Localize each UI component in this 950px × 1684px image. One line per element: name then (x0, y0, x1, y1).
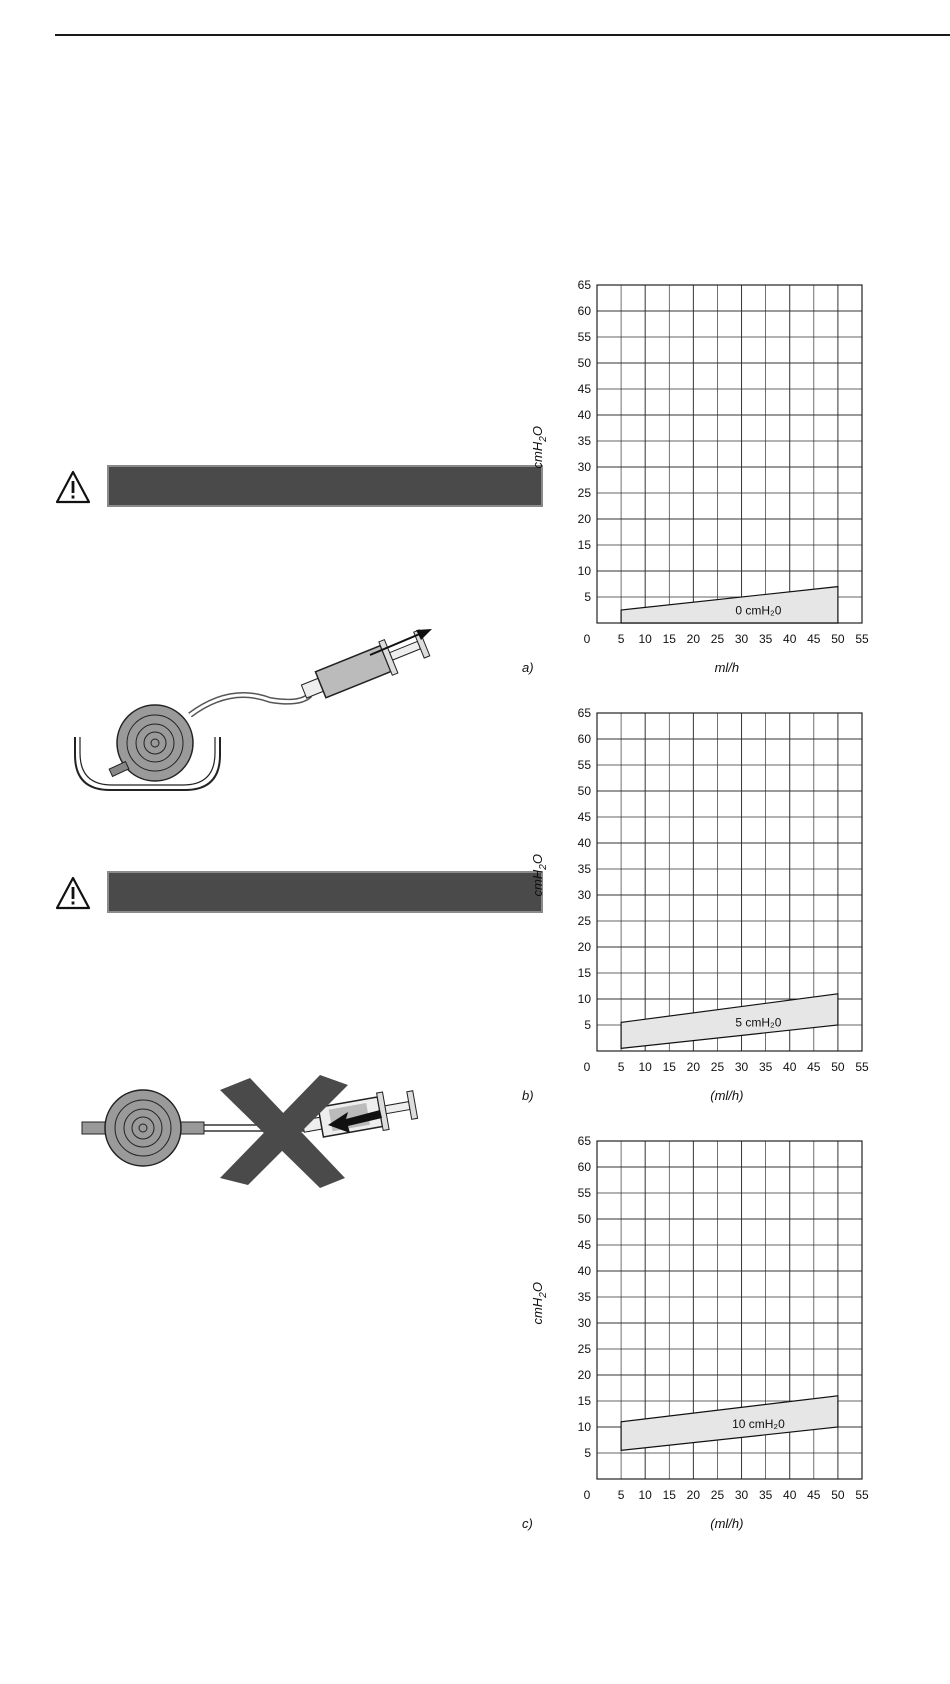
y-tick-label: 55 (577, 758, 591, 772)
y-axis-label (530, 1282, 549, 1324)
x-tick-label: 40 (783, 1060, 797, 1074)
x-tick-label: 45 (807, 1060, 821, 1074)
x-tick-label: 35 (758, 632, 773, 646)
x-tick-label: 55 (855, 1488, 869, 1502)
chart-b (520, 703, 910, 1123)
y-tick-label: 65 (577, 1134, 591, 1148)
band-label: 0 cmH₂0 (735, 603, 782, 618)
y-axis-label-sub: 2 (538, 1292, 549, 1298)
x-tick-label: 20 (686, 632, 701, 646)
x-origin-label: 0 (583, 1488, 591, 1502)
y-tick-label: 55 (577, 330, 591, 344)
x-tick-label: 55 (855, 1060, 869, 1074)
x-tick-label: 30 (734, 1060, 749, 1074)
band-label: 5 cmH₂0 (735, 1015, 782, 1030)
header-rule (55, 34, 950, 36)
y-tick-label: 60 (577, 1160, 591, 1174)
y-tick-label: 30 (577, 1316, 591, 1330)
y-tick-label: 15 (577, 966, 591, 980)
y-axis-label-sub: 2 (538, 436, 549, 442)
x-tick-label: 5 (617, 1060, 625, 1074)
x-origin-label: 0 (583, 632, 591, 646)
warning-bar-1 (107, 465, 543, 507)
y-tick-label: 5 (584, 1018, 591, 1032)
panel-letter: c) (522, 1516, 533, 1531)
y-tick-label: 30 (577, 460, 591, 474)
chart-a (520, 275, 910, 695)
x-axis-label: ml/h (714, 660, 740, 675)
y-tick-label: 45 (577, 810, 591, 824)
y-tick-label: 60 (577, 304, 591, 318)
x-tick-label: 15 (662, 632, 676, 646)
y-tick-label: 20 (577, 512, 591, 526)
aspiration-illustration (70, 625, 470, 795)
y-tick-label: 15 (577, 538, 591, 552)
x-tick-label: 10 (638, 632, 652, 646)
x-tick-label: 55 (855, 632, 869, 646)
y-tick-label: 40 (577, 408, 591, 422)
y-tick-label: 20 (577, 940, 591, 954)
band-label: 10 cmH₂0 (732, 1416, 785, 1431)
warning-bar-2 (107, 871, 543, 913)
y-tick-label: 25 (577, 486, 591, 500)
y-tick-label: 50 (577, 784, 591, 798)
x-tick-label: 50 (831, 1488, 845, 1502)
y-axis-label-end: O (530, 426, 545, 437)
y-tick-label: 45 (577, 382, 591, 396)
y-tick-label: 25 (577, 1342, 591, 1356)
panel-letter: b) (522, 1088, 534, 1103)
x-origin-label: 0 (583, 1060, 591, 1074)
y-axis-label (530, 426, 549, 468)
x-tick-label: 25 (710, 1060, 725, 1074)
y-tick-label: 10 (577, 564, 591, 578)
x-tick-label: 40 (783, 632, 797, 646)
y-axis-label-sub: 2 (538, 864, 549, 870)
y-tick-label: 25 (577, 914, 591, 928)
x-tick-label: 50 (831, 632, 845, 646)
y-tick-label: 35 (577, 862, 591, 876)
y-tick-label: 40 (577, 836, 591, 850)
x-tick-label: 5 (617, 1488, 625, 1502)
x-tick-label: 10 (638, 1488, 652, 1502)
y-axis-label (530, 854, 549, 896)
x-axis-label: (ml/h) (710, 1088, 744, 1103)
x-tick-label: 40 (783, 1488, 797, 1502)
y-tick-label: 35 (577, 434, 591, 448)
x-tick-label: 30 (734, 1488, 749, 1502)
reservoir-icon (105, 1090, 181, 1166)
y-tick-label: 45 (577, 1238, 591, 1252)
x-tick-label: 35 (758, 1060, 773, 1074)
y-tick-label: 55 (577, 1186, 591, 1200)
x-tick-label: 20 (686, 1488, 701, 1502)
x-tick-label: 50 (831, 1060, 845, 1074)
x-tick-label: 25 (710, 1488, 725, 1502)
y-tick-label: 5 (584, 590, 591, 604)
y-tick-label: 10 (577, 1420, 591, 1434)
y-axis-label-main: cmH (530, 441, 545, 469)
y-tick-label: 15 (577, 1394, 591, 1408)
y-tick-label: 5 (584, 1446, 591, 1460)
y-tick-label: 30 (577, 888, 591, 902)
x-tick-label: 35 (758, 1488, 773, 1502)
y-tick-label: 50 (577, 356, 591, 370)
y-tick-label: 60 (577, 732, 591, 746)
y-axis-label-main: cmH (530, 1297, 545, 1325)
x-tick-label: 15 (662, 1488, 676, 1502)
x-tick-label: 45 (807, 1488, 821, 1502)
y-tick-label: 50 (577, 1212, 591, 1226)
x-tick-label: 20 (686, 1060, 701, 1074)
band-area (621, 1396, 838, 1451)
band-area (621, 994, 838, 1049)
x-tick-label: 10 (638, 1060, 652, 1074)
x-tick-label: 45 (807, 632, 821, 646)
warning-triangle-icon (55, 876, 91, 910)
y-axis-label-end: O (530, 854, 545, 865)
grid (597, 285, 862, 623)
y-axis-label-end: O (530, 1282, 545, 1293)
y-tick-label: 10 (577, 992, 591, 1006)
y-axis-label-main: cmH (530, 869, 545, 897)
x-tick-label: 30 (734, 632, 749, 646)
reservoir-icon (109, 705, 193, 781)
x-tick-label: 15 (662, 1060, 676, 1074)
x-tick-label: 25 (710, 632, 725, 646)
x-tick-label: 5 (617, 632, 625, 646)
y-tick-label: 65 (577, 278, 591, 292)
y-tick-label: 20 (577, 1368, 591, 1382)
x-axis-label: (ml/h) (710, 1516, 744, 1531)
warning-triangle-icon (55, 470, 91, 504)
panel-letter: a) (522, 660, 534, 675)
plot-frame (597, 285, 862, 623)
y-tick-label: 40 (577, 1264, 591, 1278)
chart-c (520, 1131, 910, 1551)
y-tick-label: 65 (577, 706, 591, 720)
band-area (621, 587, 838, 623)
no-injection-illustration (80, 1070, 430, 1190)
y-tick-label: 35 (577, 1290, 591, 1304)
